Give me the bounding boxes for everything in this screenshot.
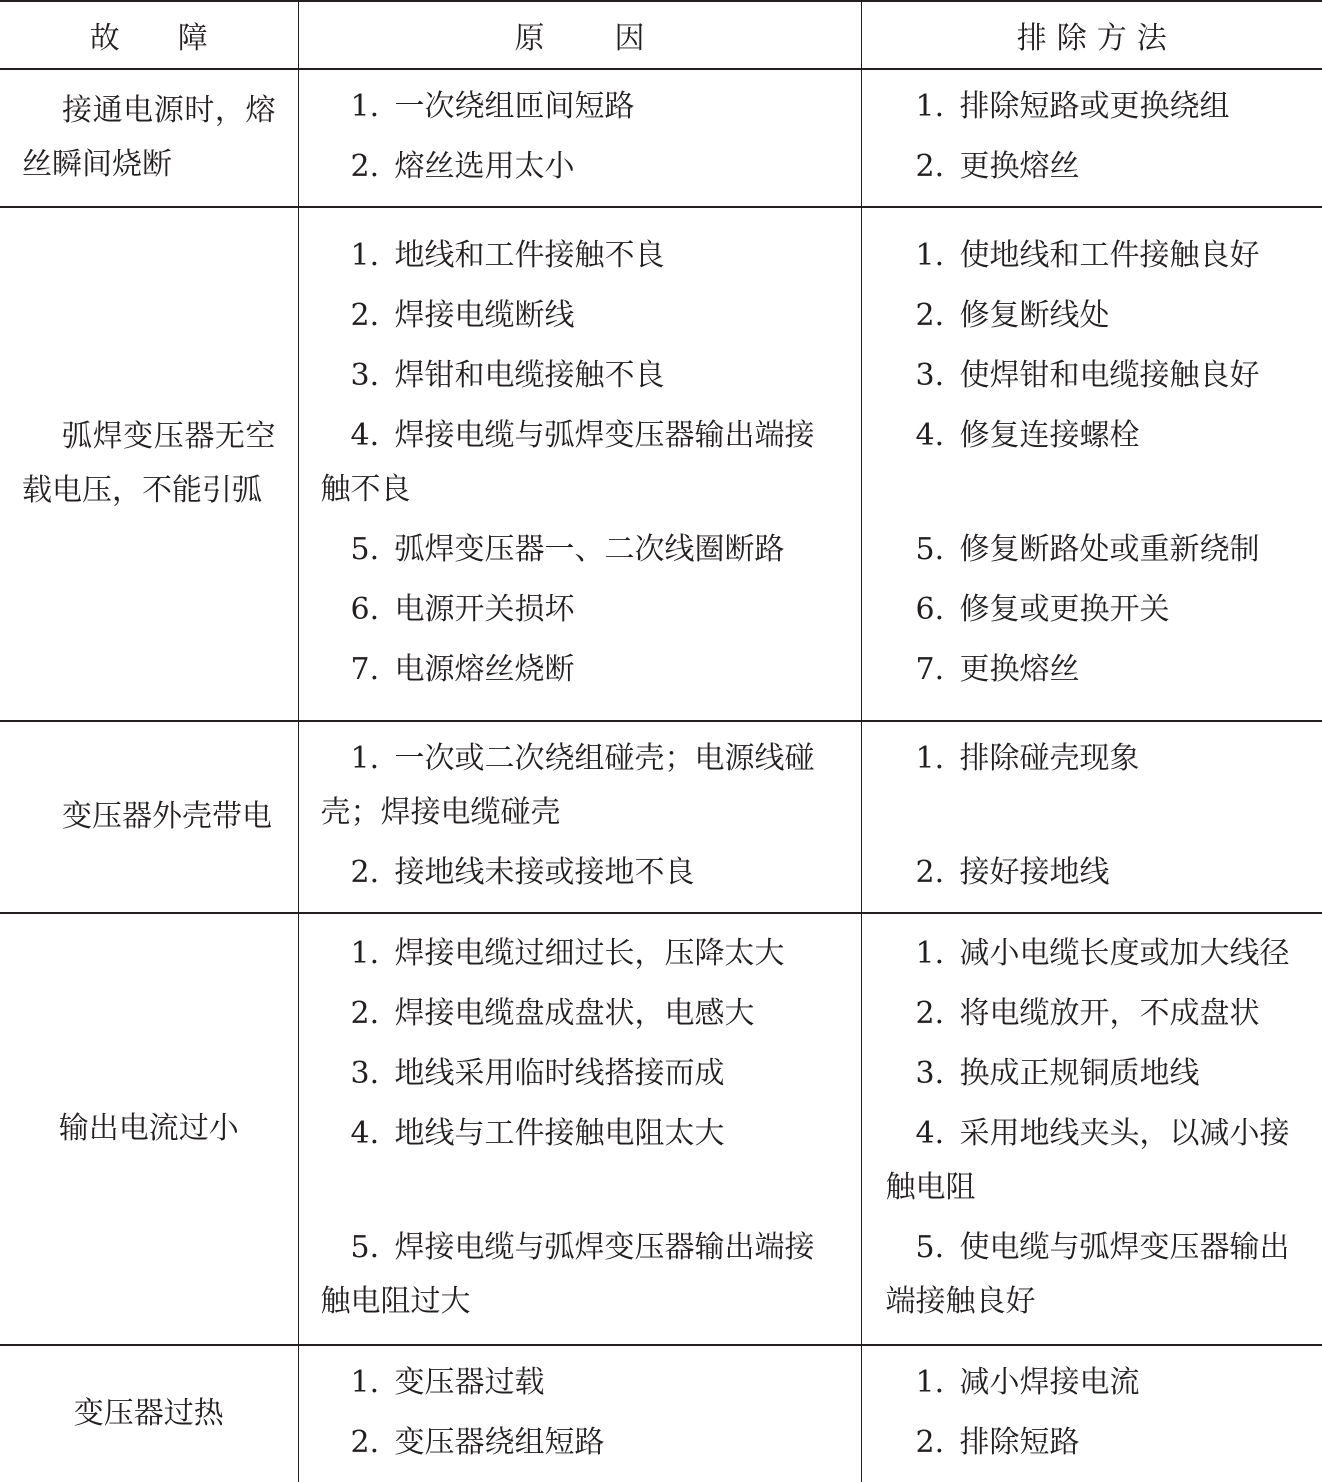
cause-item [299,1356,861,1410]
cause-text: 电源熔丝烧断 [395,652,575,687]
cause-number: 1. [351,229,395,283]
cause-item [299,1221,861,1329]
cause-number: 4. [351,1107,395,1161]
remedy-number: 1. [916,229,960,283]
remedy-text: 接好接地线 [960,855,1110,890]
cause-text: 熔丝选用太小 [395,149,575,184]
fault-cell [0,913,298,1345]
remedy-text: 使地线和工件接触良好 [960,238,1260,273]
cause-cell [298,69,861,207]
remedy-number: 1. [916,1356,960,1410]
remedy-number: 2. [916,1416,960,1470]
cause-number: 6. [351,583,395,637]
remedy-number: 7. [916,643,960,697]
remedy-number: 2. [916,140,960,194]
cause-text: 焊接电缆断线 [395,298,575,333]
remedy-text: 更换熔丝 [960,149,1080,184]
cause-number: 2. [351,1416,395,1470]
remedy-number: 5. [916,1221,960,1275]
cause-text: 弧焊变压器一、二次线圈断路 [395,532,785,567]
remedy-number: 1. [916,927,960,981]
cause-cell [298,207,861,721]
cause-item [299,140,861,194]
cause-number: 5. [351,1221,395,1275]
cause-item [299,987,861,1041]
remedy-number: 2. [916,289,960,343]
fault-cell [0,721,298,913]
remedy-text: 排除短路 [960,1425,1080,1460]
cause-number: 1. [351,80,395,134]
remedy-cell [861,913,1322,1345]
fault-text: 变压器外壳带电 [0,790,298,844]
cause-number: 2. [351,140,395,194]
cause-number: 1. [351,732,395,786]
cause-number: 3. [351,1047,395,1101]
cause-text: 一次或二次绕组碰壳；电源线碰壳；焊接电缆碰壳 [321,741,815,830]
remedy-item [862,846,1322,900]
cause-item [299,732,861,840]
remedy-cell [861,207,1322,721]
cause-text: 一次绕组匝间短路 [395,89,635,124]
fault-cell [0,69,298,207]
cause-item [299,643,861,697]
cause-item [299,80,861,134]
remedy-item [862,523,1322,577]
cause-text: 地线与工件接触电阻太大 [395,1116,725,1151]
remedy-text: 换成正规铜质地线 [960,1056,1200,1091]
cause-item [299,523,861,577]
cause-item [299,349,861,403]
remedy-text: 使焊钳和电缆接触良好 [960,358,1260,393]
fault-text: 弧焊变压器无空载电压，不能引弧 [0,410,298,518]
remedy-item [862,349,1322,403]
cause-number: 7. [351,643,395,697]
remedy-number: 5. [916,523,960,577]
remedy-item [862,1107,1322,1215]
remedy-item [862,927,1322,981]
remedy-number: 6. [916,583,960,637]
cause-cell [298,721,861,913]
cause-number: 2. [351,846,395,900]
remedy-text: 减小电缆长度或加大线径 [960,936,1290,971]
remedy-text: 修复连接螺栓 [960,418,1140,453]
header-cause: 原因 [298,1,861,69]
cause-cell [298,913,861,1345]
table-row [0,207,1322,721]
remedy-cell [861,69,1322,207]
remedy-text: 将电缆放开，不成盘状 [960,996,1260,1031]
table-row [0,1345,1322,1482]
remedy-item [862,80,1322,134]
table-row [0,721,1322,913]
cause-text: 焊接电缆过细过长，压降太大 [395,936,785,971]
remedy-item [862,229,1322,283]
cause-number: 3. [351,349,395,403]
cause-item [299,1047,861,1101]
header-remedy: 排除方法 [861,1,1322,69]
remedy-item [862,289,1322,343]
remedy-text: 采用地线夹头，以减小接触电阻 [886,1116,1290,1205]
fault-text: 接通电源时，熔丝瞬间烧断 [0,84,298,192]
cause-number: 4. [351,409,395,463]
cause-text: 焊钳和电缆接触不良 [395,358,665,393]
remedy-text: 排除碰壳现象 [960,741,1140,776]
cause-item [299,229,861,283]
remedy-number: 3. [916,1047,960,1101]
cause-text: 焊接电缆与弧焊变压器输出端接触不良 [321,418,815,507]
remedy-number: 3. [916,349,960,403]
remedy-item [862,1221,1322,1329]
remedy-text: 使电缆与弧焊变压器输出端接触良好 [886,1230,1290,1319]
remedy-number: 1. [916,732,960,786]
remedy-cell [861,1345,1322,1482]
remedy-item [862,140,1322,194]
cause-number: 2. [351,289,395,343]
remedy-item [862,409,1322,463]
cause-number: 2. [351,987,395,1041]
remedy-text: 修复断路处或重新绕制 [960,532,1260,567]
remedy-item [862,583,1322,637]
remedy-item [862,987,1322,1041]
cause-text: 地线采用临时线搭接而成 [395,1056,725,1091]
cause-item [299,583,861,637]
remedy-number: 4. [916,1107,960,1161]
remedy-item [862,732,1322,786]
cause-text: 变压器绕组短路 [395,1425,605,1460]
table-row [0,69,1322,207]
fault-cell [0,1345,298,1482]
header-fault: 故障 [0,1,298,69]
cause-item [299,409,861,517]
cause-number: 1. [351,1356,395,1410]
remedy-text: 排除短路或更换绕组 [960,89,1230,124]
cause-item [299,1416,861,1470]
cause-item [299,289,861,343]
remedy-cell [861,721,1322,913]
table-row [0,913,1322,1345]
cause-text: 接地线未接或接地不良 [395,855,695,890]
remedy-item [862,1047,1322,1101]
remedy-text: 修复或更换开关 [960,592,1170,627]
cause-item [299,1107,861,1161]
remedy-item [862,1356,1322,1410]
remedy-text: 修复断线处 [960,298,1110,333]
cause-text: 焊接电缆与弧焊变压器输出端接触电阻过大 [321,1230,815,1319]
remedy-text: 更换熔丝 [960,652,1080,687]
remedy-text: 减小焊接电流 [960,1365,1140,1400]
cause-number: 1. [351,927,395,981]
cause-item [299,846,861,900]
table-header [0,1,1322,69]
remedy-number: 1. [916,80,960,134]
fault-cell [0,207,298,721]
cause-item [299,927,861,981]
cause-text: 地线和工件接触不良 [395,238,665,273]
remedy-number: 2. [916,987,960,1041]
remedy-number: 2. [916,846,960,900]
cause-text: 电源开关损坏 [395,592,575,627]
remedy-number: 4. [916,409,960,463]
fault-text: 输出电流过小 [0,1102,298,1156]
cause-number: 5. [351,523,395,577]
cause-text: 变压器过载 [395,1365,545,1400]
cause-text: 焊接电缆盘成盘状，电感大 [395,996,755,1031]
fault-text: 变压器过热 [0,1387,298,1441]
remedy-item [862,1416,1322,1470]
remedy-item [862,643,1322,697]
cause-cell [298,1345,861,1482]
header-row [0,1,1322,69]
